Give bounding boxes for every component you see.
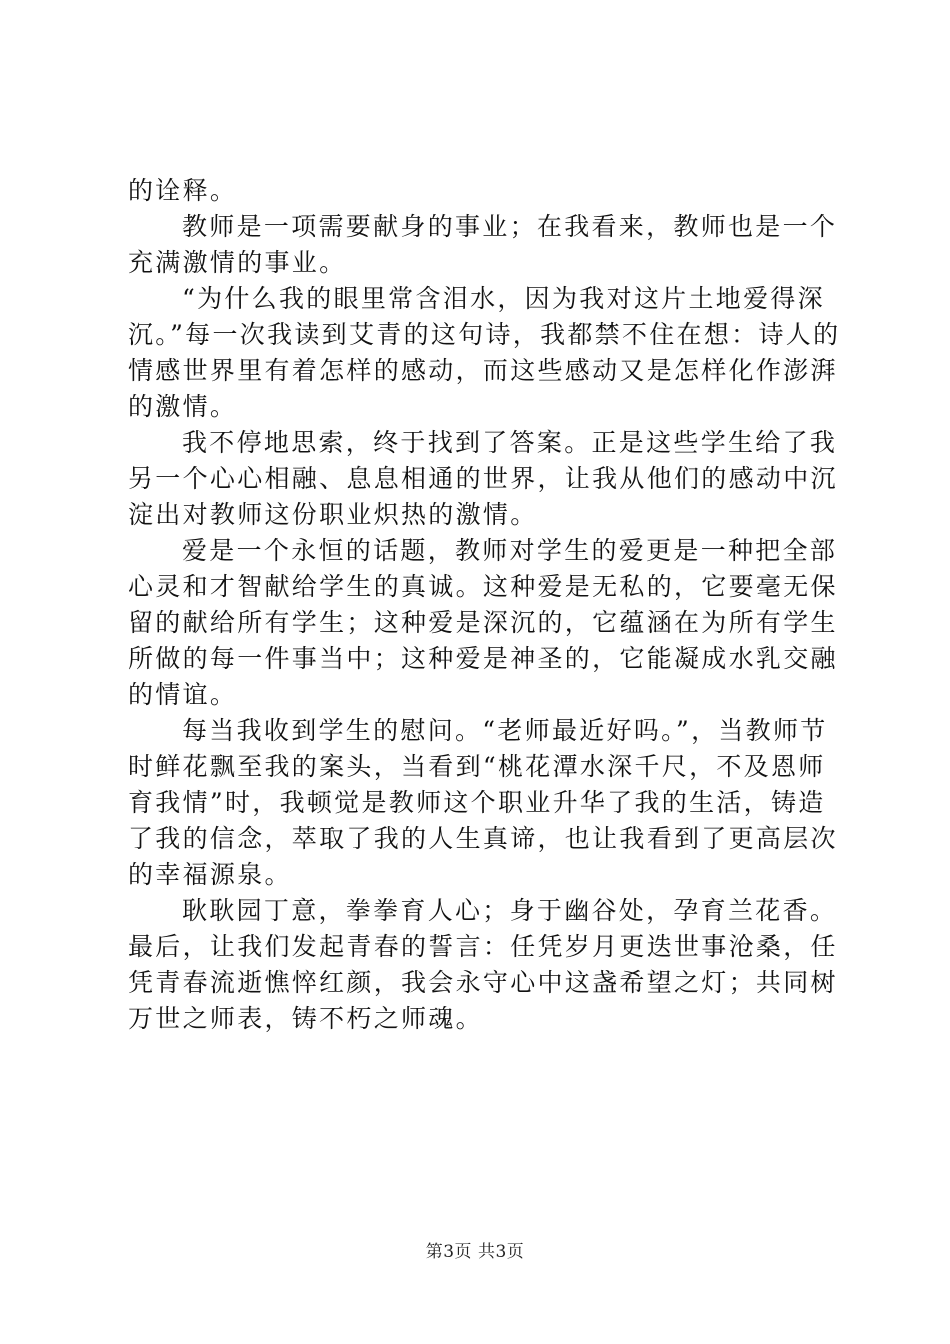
paragraph: 教师是一项需要献身的事业；在我看来，教师也是一个充满激情的事业。 bbox=[128, 212, 838, 277]
page-number: 第3页 共3页 bbox=[425, 1242, 525, 1262]
paragraph: 爱是一个永恒的话题，教师对学生的爱更是一种把全部心灵和才智献给学生的真诚。这种爱是无私的，它要毫无保留的献给所有学生；这种爱是深沉的，它蕴涵在为所有学生所做的每一件事当中；这种爱是神圣的，它能凝成水乳交融的情谊。 bbox=[128, 536, 838, 709]
paragraph: 我不停地思索，终于找到了答案。正是这些学生给了我另一个心心相融、息息相通的世界，让我从他们的感动中沉淀出对教师这份职业炽热的激情。 bbox=[128, 428, 838, 529]
paragraph: 耿耿园丁意，拳拳育人心；身于幽谷处，孕育兰花香。最后，让我们发起青春的誓言：任凭岁月更迭世事沧桑，任凭青春流逝憔悴红颜，我会永守心中这盏希望之灯；共同树万世之师表，铸不朽之师魂。 bbox=[128, 896, 838, 1033]
paragraph: “为什么我的眼里常含泪水，因为我对这片土地爱得深沉。”每一次我读到艾青的这句诗，我都禁不住在想：诗人的情感世界里有着怎样的感动，而这些感动又是怎样化作澎湃的激情。 bbox=[128, 284, 841, 421]
document-body bbox=[128, 173, 844, 1037]
paragraph: 每当我收到学生的慰问。“老师最近好吗。”，当教师节时鲜花飘至我的案头，当看到“桃花潭水深千尺，不及恩师育我情”时，我顿觉是教师这个职业升华了我的生活，铸造了我的信念，萃取了我的人生真谛，也让我看到了更高层次的幸福源泉。 bbox=[128, 716, 838, 889]
paragraph-continuation: 的诠释。 bbox=[128, 176, 238, 205]
page-footer bbox=[0, 1242, 950, 1262]
